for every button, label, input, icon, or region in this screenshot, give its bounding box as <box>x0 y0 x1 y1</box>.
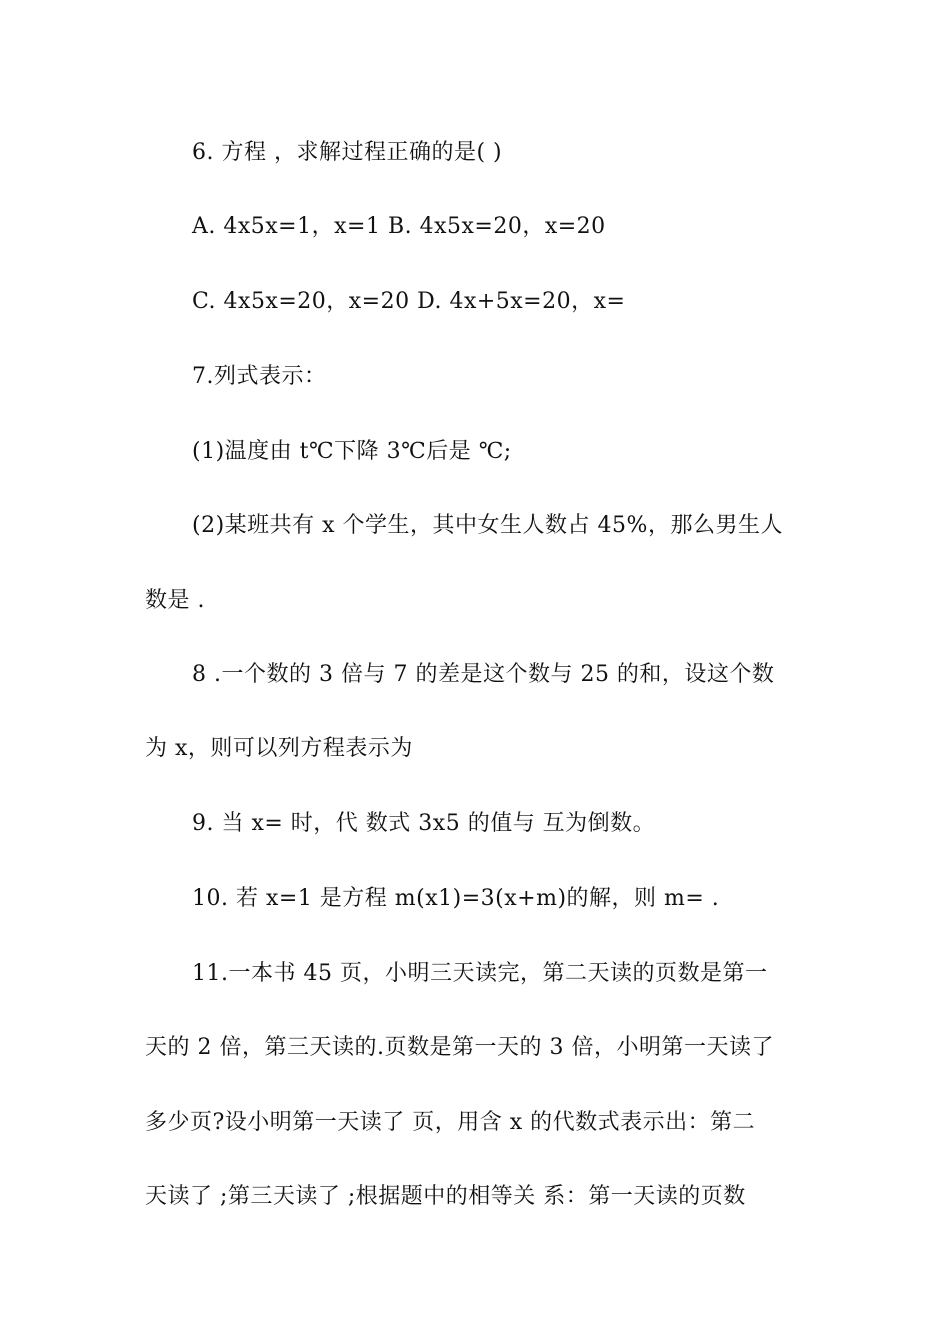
question-11-line-2: 天的 2 倍，第三天读的.页数是第一天的 3 倍，小明第一天读了 <box>145 1035 774 1060</box>
question-6-options-ab: A. 4x5x=1，x=1 B. 4x5x=20，x=20 <box>192 214 606 239</box>
question-8-line-2: 为 x，则可以列方程表示为 <box>145 736 413 761</box>
question-11-line-4: 天读了 ;第三天读了 ;根据题中的相等关 系：第一天读的页数 <box>145 1184 746 1209</box>
question-7-part-1: (1)温度由 t℃下降 3℃后是 ℃; <box>192 439 512 464</box>
question-10-text: 10. 若 x=1 是方程 m(x1)=3(x+m)的解，则 m= . <box>192 886 720 911</box>
question-8-line-1: 8 .一个数的 3 倍与 7 的差是这个数与 25 的和，设这个数 <box>192 662 775 687</box>
question-7-part-2-line-1: (2)某班共有 x 个学生，其中女生人数占 45%，那么男生人 <box>192 513 783 538</box>
question-6-options-cd: C. 4x5x=20，x=20 D. 4x+5x=20，x= <box>192 289 626 314</box>
question-7-part-2-line-2: 数是 . <box>145 588 205 613</box>
question-9-text: 9. 当 x= 时，代 数式 3x5 的值与 互为倒数。 <box>192 811 656 836</box>
question-7-title: 7.列式表示： <box>192 364 327 389</box>
question-11-line-3: 多少页?设小明第一天读了 页，用含 x 的代数式表示出：第二 <box>145 1110 756 1135</box>
question-6-text: 6. 方程 ，求解过程正确的是( ) <box>192 140 503 165</box>
question-11-line-1: 11.一本书 45 页，小明三天读完，第二天读的页数是第一 <box>192 961 768 986</box>
